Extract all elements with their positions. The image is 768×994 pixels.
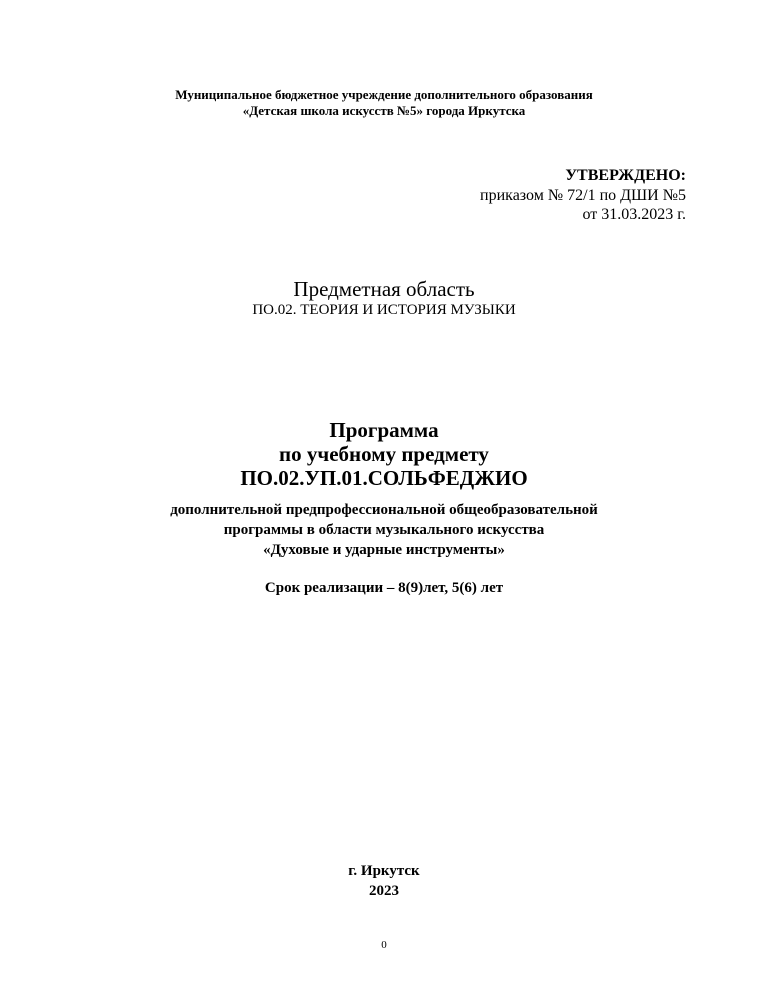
program-desc-line1: дополнительной предпрофессиональной общеобразовательной [170, 502, 598, 518]
approval-order: приказом № 72/1 по ДШИ №5 [480, 187, 686, 204]
program-title: Программа [329, 418, 439, 442]
subject-area-name: ПО.02. ТЕОРИЯ И ИСТОРИЯ МУЗЫКИ [252, 302, 516, 318]
program-term: Срок реализации – 8(9)лет, 5(6) лет [264, 580, 504, 596]
program-desc-line2: программы в области музыкального искусства [223, 522, 545, 538]
org-name-line2: «Детская школа искусств №5» города Иркутска [242, 103, 526, 118]
approval-date: от 31.03.2023 г. [582, 206, 686, 223]
program-subject-line: по учебному предмету [279, 442, 489, 466]
footer-city: г. Иркутск [348, 863, 420, 879]
program-code: ПО.02.УП.01.СОЛЬФЕДЖИО [240, 466, 528, 490]
program-desc-line3: «Духовые и ударные инструменты» [263, 542, 505, 558]
subject-area-title: Предметная область [293, 277, 475, 301]
footer-year: 2023 [369, 883, 399, 899]
approval-title: УТВЕРЖДЕНО: [565, 167, 686, 184]
page-number: 0 [381, 939, 387, 951]
org-name-line1: Муниципальное бюджетное учреждение дополнительного образования [175, 87, 593, 102]
